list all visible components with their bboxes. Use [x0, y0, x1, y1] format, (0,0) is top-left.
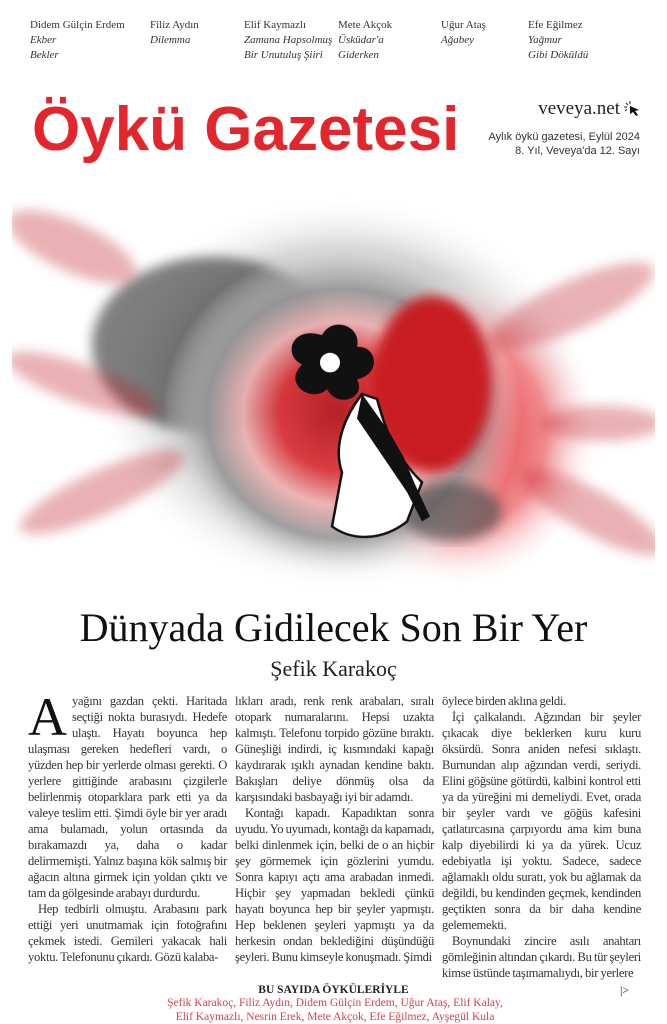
article-column-1 [28, 687, 227, 965]
paragraph: İçi çalkalandı. Ağzından bir şeyler çıkacak diye beklerken kuru kuru öksürdü. Sonra aniden nefesi sıklaştı. Burnundan alıp ağzından verdi, seriydi. Elini göğsüne götürdü, kalbini kontrol etti ya da yüreğini mi demeliydi. Evet, orada bir şeyler vardı ve göğüs kafesini çatlatırcasına çarpıyordu ama kim buna kalp diyebilirdi ki ya da yürek. Ucuz edebiyatla işi yoktu. Sadece, sadece ağlamaklı oldu suratı, yok bu ağlamak da değildi, bu kendinden geçmek, kendinden geçtikten sonra da bir daha kendine gelememekti. [442, 710, 641, 932]
paragraph: Boynundaki zincire asılı anahtarı gömleğinin altından çıkardı. Bu tür şeyleri kimse üstünde taşımamalıydı, bir yerlere [442, 934, 641, 980]
story-link[interactable] [150, 18, 199, 48]
issue-info [489, 130, 640, 158]
article-headline: Dünyada Gidilecek Son Bir Yer [79, 605, 588, 650]
story-link[interactable] [30, 18, 125, 63]
issue-date: Aylık öykü gazetesi, Eylül 2024 [488, 131, 640, 143]
story-title: Bir Unutuluş Şiiri [244, 49, 323, 61]
story-title: Ekber [30, 34, 57, 46]
article-author: Şefik Karakoç [270, 656, 397, 681]
story-title: Bekler [30, 49, 59, 61]
contributors-heading: BU SAYIDA ÖYKÜLERİYLE [258, 984, 409, 996]
contributors-list [130, 997, 540, 1024]
top-stories-bar [30, 18, 647, 66]
continue-marker[interactable]: |> [620, 983, 630, 997]
story-link[interactable] [441, 18, 486, 48]
story-title: Dilemma [150, 34, 191, 46]
paragraph [28, 687, 227, 901]
story-link[interactable] [338, 18, 392, 63]
cover-illustration [12, 188, 655, 598]
site-name: veveya.net [538, 98, 620, 119]
story-link[interactable] [244, 18, 332, 63]
paragraph-text: yağını gazdan çekti. Haritada seçtiği nokta burasıydı. Hedefe ulaştı. Hayatı boyunca hep ulaşması gereken hedefleri vardı, o yüzden hep bir yerlerde olması gerekti. O yerlere gittiğinde arabasını çizgilerle belirlenmiş otoparklara park etti ya da valeye teslim etti. Şimdi öyle bir yer aradı ama bulamadı, yolun ortasında da bırakamazdı ya, daha o kadar delirmemişti. Yalnız başına kök salmış bir ağacın altına girmek için yoldan çıktı ve tam da gölgesinde arabayı durdurdu. [28, 694, 227, 900]
site-link[interactable] [538, 98, 641, 120]
story-author: Mete Akçok [338, 19, 393, 31]
cursor-click-icon [623, 101, 641, 117]
paragraph: öylece birden aklına geldi. [442, 694, 566, 708]
paragraph: Hep tedbirli olmuştu. Arabasını park ettiği yeri unutmamak için fotoğrafını çekmek istedi. Gemileri yakacak hali yoktu. Telefonunu çıkardı. Gözü kalaba- [28, 902, 227, 964]
story-title: Ağabey [441, 34, 474, 46]
contributors-line: Şefik Karakoç, Filiz Aydın, Didem Gülçin Erdem, Uğur Ataş, Elif Kalay, [167, 997, 503, 1009]
story-title: Yağmur [528, 34, 562, 46]
drop-cap: A [28, 687, 67, 747]
story-title: Üsküdar'a [338, 34, 384, 46]
masthead-title: Öykü Gazetesi [32, 95, 460, 164]
story-title: Gibi Döküldü [528, 49, 589, 61]
article-column-3 [442, 693, 641, 981]
story-author: Filiz Aydın [150, 19, 199, 31]
story-author: Elif Kaymazlı [244, 19, 307, 31]
story-author: Didem Gülçin Erdem [30, 19, 125, 31]
story-link[interactable] [528, 18, 588, 63]
article-column-2 [235, 693, 434, 965]
paragraph: Kontağı kapadı. Kapadıktan sonra uyudu. Yo uyumadı, kontağı da kapamadı, belki dinlenmek için, belki de o an hiçbir şey görmemek için gözlerini yumdu. Sonra kapıyı açtı ama arabadan inmedi. Hiçbir şey yapmadan bekledi çünkü hayatı boyunca hep bir şeyler yapmıştı. Hep beklenen şeyleri yapmıştı ya da herkesin ondan beklediğini düşündüğü şeyleri. Bunu kimseyle konuşmadı. Şimdi [235, 806, 434, 964]
contributors-line: Elif Kaymazlı, Nesrin Erek, Mete Akçok, Efe Eğilmez, Ayşegül Kula [175, 1010, 495, 1023]
issue-number: 8. Yıl, Veveya'da 12. Sayı [515, 145, 640, 157]
story-title: Giderken [338, 49, 379, 61]
key-hand-illustration [12, 188, 655, 598]
story-title: Zamana Hapsolmuş [244, 34, 333, 46]
story-author: Uğur Ataş [441, 19, 486, 31]
paragraph: lıkları aradı, renk renk arabaları, sıralı otopark numaralarını. Hepsi uzakta kalmıştı. Telefonu torpido gözüne bıraktı. Güneşliği indirdi, iç kısmındaki kapağı kaydırarak ışıklı aynadan kendine baktı. Bakışları deliye dönmüş olsa da karşısındaki basbayağı iyi bir adamdı. [235, 694, 434, 804]
story-author: Efe Eğilmez [528, 19, 583, 31]
